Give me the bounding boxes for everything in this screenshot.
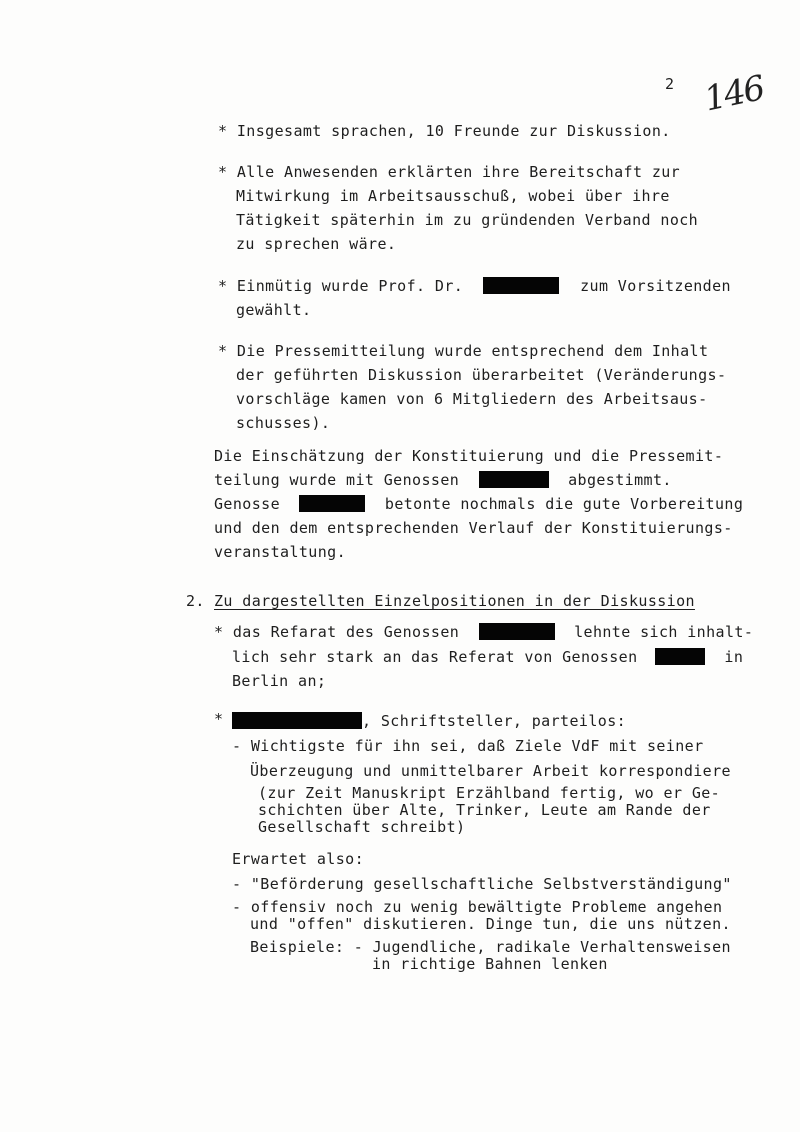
expectation-item: und "offen" diskutieren. Dinge tun, die uns nützen. bbox=[250, 915, 731, 933]
example-line: in richtige Bahnen lenken bbox=[372, 955, 608, 973]
paragraph-line: und den dem entsprechenden Verlauf der Konstituierungs- bbox=[214, 519, 733, 537]
writer-dash-line: Überzeugung und unmittelbarer Arbeit korrespondiere bbox=[250, 762, 731, 780]
redaction-bar bbox=[232, 712, 362, 729]
paragraph-text: Genosse bbox=[214, 495, 281, 513]
section-number: 2. bbox=[186, 592, 205, 610]
expectation-item: - offensiv noch zu wenig bewältigte Probleme angehen bbox=[232, 898, 723, 916]
bullet-readiness-line: Mitwirkung im Arbeitsausschuß, wobei über ihre bbox=[236, 187, 670, 205]
bullet-press-line: der geführten Diskussion überarbeitet (Veränderungs- bbox=[236, 366, 727, 384]
bullet-referat-line bbox=[232, 648, 743, 666]
bullet-referat-text: in bbox=[724, 648, 744, 666]
paragraph-text: betonte nochmals die gute Vorbereitung bbox=[384, 495, 744, 513]
paragraph-text: teilung wurde mit Genossen bbox=[214, 471, 460, 489]
writer-dash-line: - Wichtigste für ihn sei, daß Ziele VdF mit seiner bbox=[232, 737, 704, 755]
paragraph-line bbox=[214, 471, 672, 489]
bullet-referat-text: lehnte sich inhalt- bbox=[574, 623, 754, 641]
bullet-chair-text-a: * Einmütig wurde Prof. Dr. bbox=[218, 277, 464, 295]
redaction-bar bbox=[479, 623, 555, 640]
bullet-readiness-line: Tätigkeit späterhin im zu gründenden Verband noch bbox=[236, 211, 699, 229]
section-heading: Zu dargestellten Einzelpositionen in der Diskussion bbox=[214, 592, 695, 610]
redaction-bar bbox=[479, 471, 549, 488]
bullet-press-line: * Die Pressemitteilung wurde entsprechend dem Inhalt bbox=[218, 342, 709, 360]
paragraph-line bbox=[214, 495, 743, 513]
paragraph-text: abgestimmt. bbox=[568, 471, 672, 489]
writer-paren-line: schichten über Alte, Trinker, Leute am Rande der bbox=[258, 801, 711, 819]
bullet-press-line: vorschläge kamen von 6 Mitgliedern des Arbeitsaus- bbox=[236, 390, 708, 408]
paragraph-line: veranstaltung. bbox=[214, 543, 347, 561]
bullet-referat-text: * das Refarat des Genossen bbox=[214, 623, 460, 641]
bullet-chair-line: gewählt. bbox=[236, 301, 312, 319]
handwritten-folio-number: 146 bbox=[700, 68, 767, 120]
bullet-referat-line bbox=[214, 623, 753, 641]
redaction-bar bbox=[299, 495, 365, 512]
bullet-referat-line: Berlin an; bbox=[232, 672, 327, 690]
page-number: 2 bbox=[665, 75, 675, 93]
bullet-chair-text-b: zum Vorsitzenden bbox=[580, 277, 731, 295]
redaction-bar bbox=[655, 648, 705, 665]
expectation-item: - "Beförderung gesellschaftliche Selbstverständigung" bbox=[232, 875, 732, 893]
paragraph-line: Die Einschätzung der Konstituierung und die Pressemit- bbox=[214, 447, 724, 465]
bullet-readiness-line: * Alle Anwesenden erklärten ihre Bereitschaft zur bbox=[218, 163, 681, 181]
redaction-bar bbox=[483, 277, 559, 294]
expectations-label: Erwartet also: bbox=[232, 850, 365, 868]
writer-paren-line: (zur Zeit Manuskript Erzählband fertig, wo er Ge- bbox=[258, 784, 721, 802]
bullet-readiness-line: zu sprechen wäre. bbox=[236, 235, 397, 253]
bullet-referat-text: lich sehr stark an das Referat von Genossen bbox=[232, 648, 638, 666]
bullet-writer-line bbox=[232, 712, 626, 730]
example-line: Beispiele: - Jugendliche, radikale Verhaltensweisen bbox=[250, 938, 731, 956]
bullet-speakers: * Insgesamt sprachen, 10 Freunde zur Diskussion. bbox=[218, 122, 671, 140]
bullet-writer-star: * bbox=[214, 710, 224, 728]
bullet-chair-line bbox=[218, 277, 731, 295]
writer-paren-line: Gesellschaft schreibt) bbox=[258, 818, 466, 836]
bullet-writer-text: , Schriftsteller, parteilos: bbox=[362, 712, 627, 730]
bullet-press-line: schusses). bbox=[236, 414, 331, 432]
